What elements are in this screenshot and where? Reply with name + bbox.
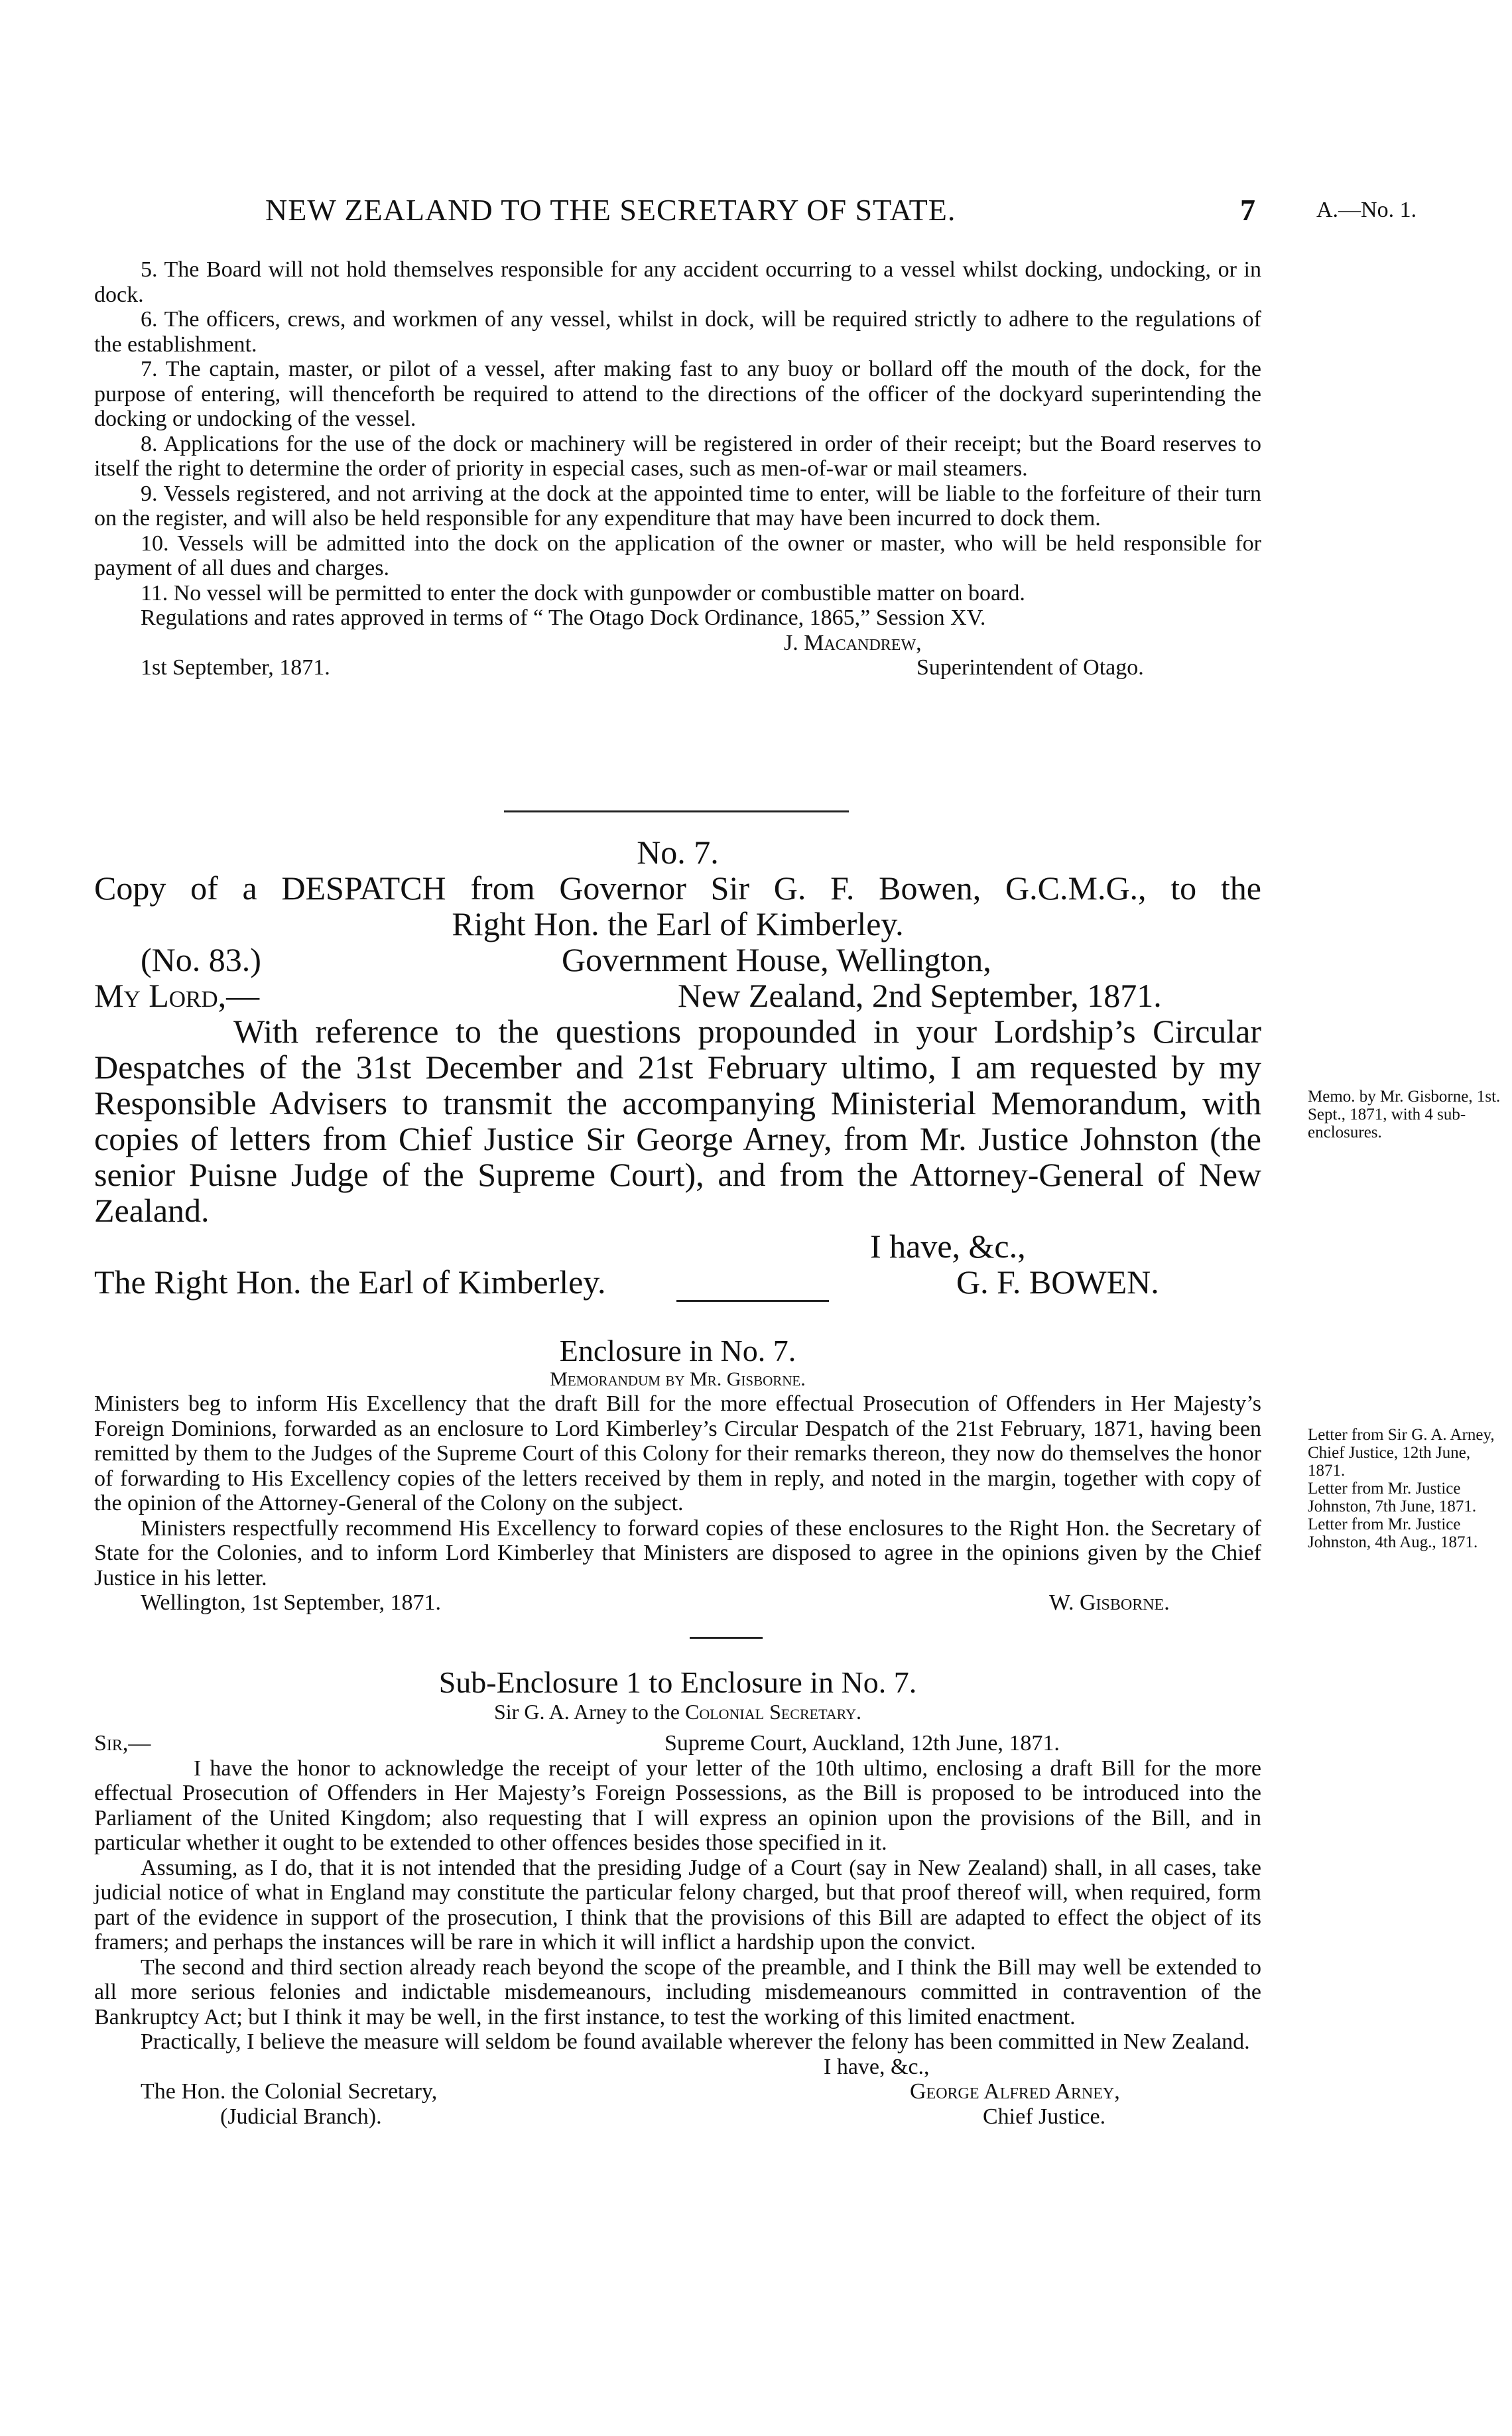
regulation-8: 8. Applications for the use of the dock or machinery will be registered in order of their receipt; but the Board reserves to itself the right to determine the order of priority in especial cases, such as men-of-war or mail steamers. xyxy=(94,431,1261,481)
letter-addressee: The Hon. the Colonial Secretary, xyxy=(141,2079,438,2104)
sub-enclosure-subtitle xyxy=(94,1699,1261,1724)
margin-note-johnston-aug: Letter from Mr. Justice Johnston, 4th Aug., 1871. xyxy=(1308,1515,1478,1551)
memorandum-para-2: Ministers respectfully recommend His Excellency to forward copies of these enclosures to the Right Hon. the Secretary of State for the Colonies, and to inform Lord Kimberley that Ministers are disposed to agree in the opinions given by the Chief Justice in his letter. xyxy=(94,1515,1261,1590)
regulation-5: 5. The Board will not hold themselves responsible for any accident occurring to a vessel whilst docking, undocking, or in dock. xyxy=(94,257,1261,307)
letter-para-1: I have the honor to acknowledge the receipt of your letter of the 10th ultimo, enclosing a draft Bill for the more effectual Prosecution of Offenders in Her Majesty’s Foreign Possessions, as the Bill is proposed to be introduced into the Parliament of the United Kingdom; also requesting that I will express an opinion upon the provisions of the Bill, and in particular whether it ought to be extended to other offences besides those specified in it. xyxy=(94,1756,1261,1855)
regulation-11: 11. No vessel will be permitted to enter the dock with gunpowder or combustible matter on board. xyxy=(141,580,1025,606)
despatch-closing: I have, &c., xyxy=(870,1228,1026,1265)
letter-signature-title: Chief Justice. xyxy=(983,2104,1106,2129)
enclosure-title: Enclosure in No. 7. xyxy=(559,1334,796,1368)
sub-enclosure xyxy=(94,1666,1261,2129)
memorandum-signature: W. Gisborne. xyxy=(1049,1590,1170,1615)
despatch-title-line-1: Copy of a DESPATCH from Governor Sir G. F. Bowen, G.C.M.G., to the xyxy=(94,869,1261,907)
salutation: Sir,— xyxy=(94,1731,151,1756)
despatch-number: No. 7. xyxy=(637,834,719,871)
memorandum-date: Wellington, 1st September, 1871. xyxy=(141,1590,441,1615)
letter-para-3: The second and third section already reach beyond the scope of the preamble, and I think the Bill may well be extended to all more serious felonies and indictable misdemeanours, including misdemeanours committed in contravention of the Bankruptcy Act; but I think it may be well, in the first instance, to test the working of this limited enactment. xyxy=(94,1955,1261,2029)
despatch-ref: (No. 83.) xyxy=(141,941,261,978)
sub-enclosure-title: Sub-Enclosure 1 to Enclosure in No. 7. xyxy=(438,1665,917,1699)
letter-place-date: Supreme Court, Auckland, 12th June, 1871. xyxy=(664,1731,1060,1756)
despatch-addressee: The Right Hon. the Earl of Kimberley. xyxy=(94,1263,606,1301)
signatory-name: J. Macandrew, xyxy=(784,630,922,655)
regulation-9: 9. Vessels registered, and not arriving at the dock at the appointed time to enter, will be liable to the forfeiture of their turn on the register, and will also be held responsible for any expenditure that may have been incurred to dock them. xyxy=(94,481,1261,531)
divider xyxy=(690,1637,763,1639)
despatch-body: With reference to the questions propounded in your Lordship’s Circular Despatches of the 31st December and 21st February ultimo, I am requested by my Responsible Advisers to transmit the accompanying Ministerial Memorandum, with copies of letters from Chief Justice Sir George Arney, from Mr. Justice Johnston (the senior Puisne Judge of the Supreme Court), and from the Attorney-General of New Zealand. xyxy=(94,1013,1261,1229)
letter-para-4: Practically, I believe the measure will seldom be found available wherever the felony has been committed in New Zealand. xyxy=(141,2029,1250,2054)
margin-note-johnston-june: Letter from Mr. Justice Johnston, 7th June, 1871. xyxy=(1308,1480,1477,1515)
divider xyxy=(676,1300,829,1302)
enclosure xyxy=(94,1334,1261,1616)
running-title: NEW ZEALAND TO THE SECRETARY OF STATE. xyxy=(265,193,956,227)
letter-para-2: Assuming, as I do, that it is not intended that the presiding Judge of a Court (say in New Zealand) shall, in all cases, take judicial notice of what in England may constitute the particular felony charged, but that proof thereof will, when required, form part of the evidence in support of the prosecution, I think that the provisions of this Bill are adapted to effect the object of its framers; and perhaps the instances will be rare in which it will inflict a hardship upon the convict. xyxy=(94,1855,1261,1955)
despatch-signature: G. F. BOWEN. xyxy=(956,1263,1159,1301)
memorandum-para-1: Ministers beg to inform His Excellency that the draft Bill for the more effectual Prosecution of Offenders in Her Majesty’s Foreign Dominions, forwarded as an enclosure to Lord Kimberley’s Circular Despatch of the 21st February, 1871, having been remitted by them to the Judges of the Supreme Court of this Colony for their remarks thereon, they now do themselves the honor of forwarding to His Excellency copies of the letters received by them in reply, and noted in the margin, together with copy of the opinion of the Attorney-General of the Colony on the subject. xyxy=(94,1391,1261,1515)
margin-note-despatch: Memo. by Mr. Gisborne, 1st. Sept., 1871, with 4 sub-enclosures. xyxy=(1308,1088,1501,1141)
regulations-date: 1st September, 1871. xyxy=(141,655,330,680)
margin-notes-enclosure xyxy=(1308,1426,1507,1551)
sub-enclosure-from: Sir G. A. Arney to the xyxy=(493,1700,685,1724)
letter-closing: I have, &c., xyxy=(824,2054,930,2079)
despatch-place: Government House, Wellington, xyxy=(562,941,991,978)
divider xyxy=(504,810,849,812)
salutation: My Lord,— xyxy=(94,977,260,1014)
letter-addressee-branch: (Judicial Branch). xyxy=(220,2104,382,2129)
despatch-date: New Zealand, 2nd September, 1871. xyxy=(678,977,1162,1014)
dock-regulations xyxy=(94,257,1261,680)
regulation-7: 7. The captain, master, or pilot of a vessel, after making fast to any buoy or bollard off the mouth of the dock, for the purpose of entering, will thenceforth be required to attend to the directions of the officer of the dockyard superintending the docking or undocking of the vessel. xyxy=(94,357,1261,431)
regulation-6: 6. The officers, crews, and workmen of any vessel, whilst in dock, will be required strictly to adhere to the regulations of the establishment. xyxy=(94,307,1261,357)
paper-reference: A.—No. 1. xyxy=(1316,198,1417,222)
regulation-approval: Regulations and rates approved in terms of “ The Otago Dock Ordinance, 1865,” Session XV. xyxy=(141,606,986,630)
margin-note-arney: Letter from Sir G. A. Arney, Chief Justice, 12th June, 1871. xyxy=(1308,1426,1495,1480)
signatory-title: Superintendent of Otago. xyxy=(916,655,1144,680)
page-number: 7 xyxy=(1240,193,1255,227)
despatch xyxy=(94,834,1261,1300)
sub-enclosure-to: Colonial Secretary. xyxy=(684,1700,861,1724)
page-header xyxy=(0,192,1512,232)
letter-signature: George Alfred Arney, xyxy=(910,2079,1120,2104)
enclosure-subtitle: Memorandum by Mr. Gisborne. xyxy=(550,1368,806,1390)
regulation-10: 10. Vessels will be admitted into the dock on the application of the owner or master, who will be held responsible for payment of all dues and charges. xyxy=(94,531,1261,580)
despatch-title-line-2: Right Hon. the Earl of Kimberley. xyxy=(452,905,904,942)
